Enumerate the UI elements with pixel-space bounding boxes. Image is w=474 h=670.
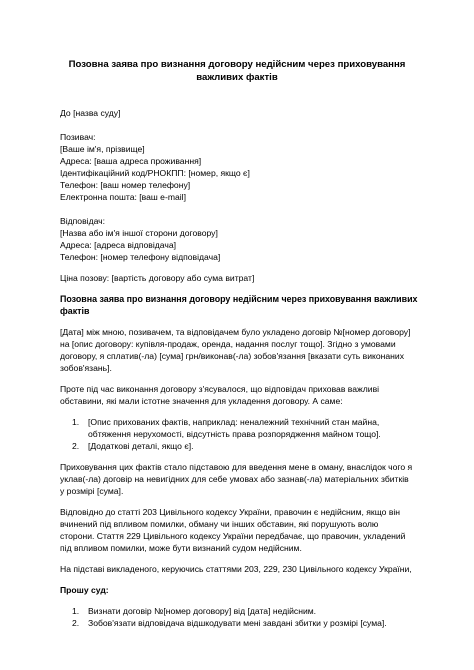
text-line: договору, я сплатив(-ла) [сума] грн/виконав(-ла) зобов'язання [вказати суть виконаних [60,351,405,361]
text-line: сторони. Стаття 229 Цивільного кодексу України передбачає, що правочин, укладений [60,531,406,541]
text-line: зобов'язань]. [60,363,112,373]
list-number: 1. [72,417,80,427]
plaintiff-tax-id: Ідентифікаційний код/РНОКПП: [номер, якщо є] [60,168,250,178]
paragraph-grounds [60,563,414,575]
list-number: 2. [72,618,80,628]
text-line: Відповідно до статті 203 Цивільного кодексу України, правочин є недійсним, якщо він [60,507,401,517]
claim-price: Ціна позову: [вартість договору або сума витрат] [60,273,255,283]
paragraph-contract [60,326,414,374]
text-line: Проте під час виконання договору з'ясувалося, що відповідач приховав важливі [60,384,380,394]
request-list [60,605,414,629]
text-line: [Дата] між мною, позивачем, та відповідачем було укладено договір №[номер договору] [60,327,411,337]
text-line: обставини, які мали істотне значення для укладення договору. А саме: [60,396,343,406]
text-line: вчинений під впливом помилки, обману чи інших обставин, які порушують волю [60,519,379,529]
text-line: [Опис прихованих фактів, наприклад: неналежний технічний стан майна, [88,417,380,427]
court-recipient: До [назва суду] [60,108,121,118]
paragraph-deception [60,461,414,497]
body-title [60,293,418,317]
plaintiff-heading: Позивач: [60,132,96,142]
text-line: [Додаткові деталі, якщо є]. [88,441,194,451]
text-line: Визнати договір №[номер договору] від [дата] недійсним. [88,606,317,616]
list-item [60,440,414,452]
list-item [60,416,414,440]
paragraph-hidden-facts [60,383,414,407]
defendant-name: [Назва або ім'я іншої сторони договору] [60,228,218,238]
defendant-section [60,215,414,263]
paragraph-legal-basis [60,506,414,554]
text-line: уклав(-ла) договір на невигідних для себе умовах або зазнав(-ла) матеріальних збитків [60,474,409,484]
plaintiff-name: [Ваше ім'я, прізвище] [60,144,145,154]
text-line: у розмірі [сума]. [60,486,124,496]
list-item [60,617,414,629]
title-line: важливих фактів [196,72,278,83]
text-line: Зобов'язати відповідача відшкодувати мені завдані збитки у розмірі [сума]. [88,618,387,628]
request-heading: Прошу суд: [60,585,109,595]
title-line: Позовна заява про визнання договору недійсним через приховування [68,59,406,70]
defendant-heading: Відповідач: [60,216,106,226]
plaintiff-address: Адреса: [ваша адреса проживання] [60,156,202,166]
plaintiff-section [60,131,414,203]
list-number: 2. [72,441,80,451]
text-line: Приховування цих фактів стало підставою для введення мене в оману, внаслідок чого я [60,462,413,472]
plaintiff-phone: Телефон: [ваш номер телефону] [60,180,191,190]
text-line: На підставі викладеного, керуючись статтями 203, 229, 230 Цивільного кодексу України, [60,564,412,574]
facts-list [60,416,414,452]
body-title-line: фактів [60,306,90,316]
plaintiff-email: Електронна пошта: [ваш e-mail] [60,192,186,202]
list-number: 1. [72,606,80,616]
defendant-address: Адреса: [адреса відповідача] [60,240,177,250]
list-item [60,605,414,617]
defendant-phone: Телефон: [номер телефону відповідача] [60,252,221,262]
text-line: на [опис договору: купівля-продаж, оренда, надання послуг тощо]. Згідно з умовами [60,339,396,349]
text-line: обтяження нерухомості, відсутність права розпорядження майном тощо]. [88,429,381,439]
text-line: під впливом помилки, може бути визнаний судом недійсним. [60,543,302,553]
body-title-line: Позовна заява про визнання договору недійсним через приховування важливих [60,294,418,304]
document-title [60,58,414,84]
